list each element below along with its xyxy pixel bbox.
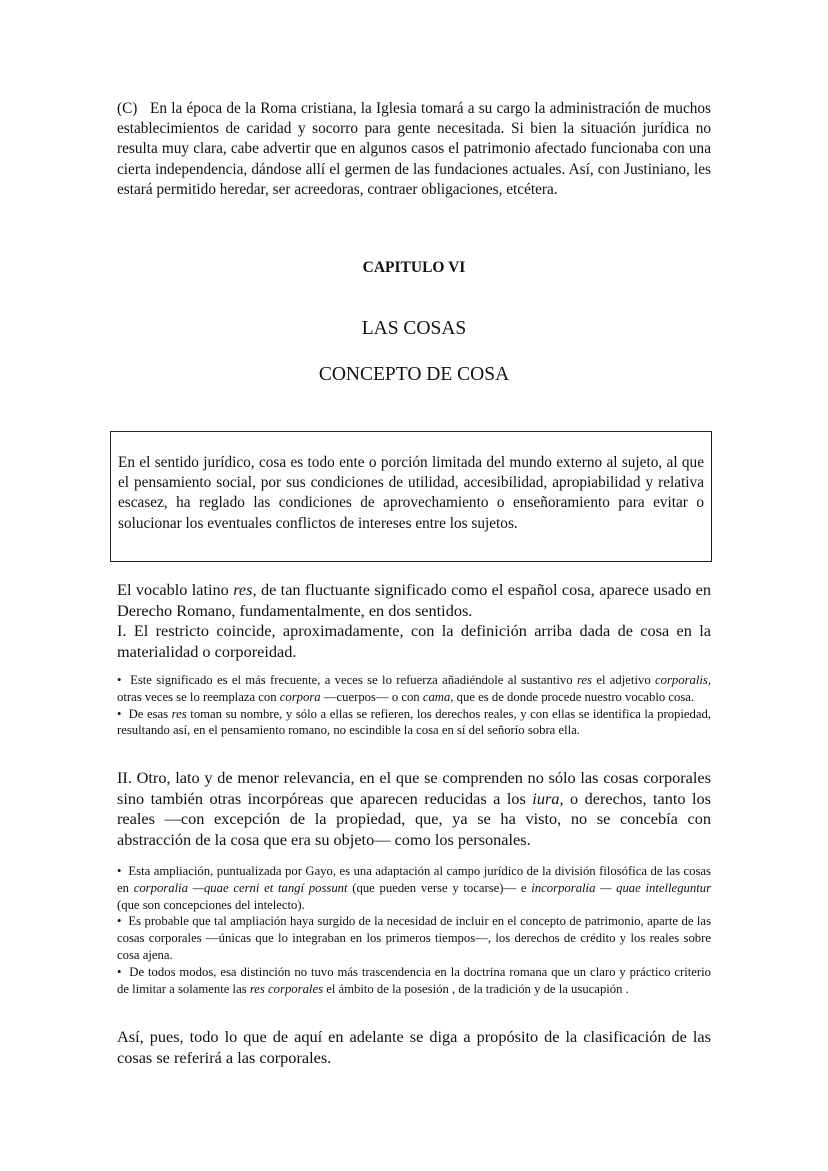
- note-text: toman su nombre, y sólo a ellas se refieren, los derechos reales, y con ellas se identifica la propiedad, resultando así, en el pensamiento romano, no escindible la cosa en sí del señorío sobra ella.: [117, 706, 712, 738]
- notes-one: [117, 672, 711, 739]
- vocablo-text-b: de tan fluctuante significado como el español cosa, aparece usado en Derecho Romano, fundamentalmente, en dos sentidos.: [117, 580, 711, 620]
- bullet-icon: •: [117, 914, 122, 929]
- note-text: —cuerpos— o con: [323, 689, 420, 704]
- sense-two-text-a: II. Otro, lato y de menor relevancia, en el que se comprenden no sólo las cosas corporales sino también otras incorpóreas que aparecen reducidas a los: [117, 768, 711, 808]
- note-text: otras veces se lo reemplaza con: [117, 689, 277, 704]
- chapter-label: CAPITULO VI: [362, 259, 466, 276]
- definition-box: [110, 431, 712, 562]
- bullet-icon: •: [117, 964, 122, 979]
- sense-two-text-b: o derechos, tanto los reales —con excepción de la propiedad, que, ya se ha visto, no se concebía con abstracción de la cosa que era su objeto— como los personales.: [117, 788, 711, 849]
- note-text: De esas: [128, 706, 169, 721]
- note-item: [117, 863, 711, 913]
- closing-paragraph: Así, pues, todo lo que de aquí en adelante se diga a propósito de la clasificación de las cosas se referirá a las corporales.: [117, 1027, 711, 1067]
- note-item: [117, 913, 711, 963]
- note-em: cama,: [422, 689, 454, 704]
- note-item: [117, 706, 711, 740]
- vocablo-res: res,: [233, 580, 257, 599]
- note-em: corporalis,: [655, 673, 712, 687]
- note-text: Esta ampliación, puntualizada por Gayo, es una adaptación al campo jurídico de la división filosófica de las cosas en: [117, 864, 711, 895]
- intro-paragraph: [117, 99, 711, 200]
- bullet-icon: •: [117, 706, 122, 721]
- bullet-icon: •: [117, 673, 122, 687]
- note-em: corpora: [279, 689, 321, 704]
- vocablo-text-a: El vocablo latino: [117, 580, 229, 599]
- bullet-icon: •: [117, 864, 122, 878]
- note-text: que es de donde procede nuestro vocablo cosa.: [456, 689, 695, 704]
- chapter-subtitle: CONCEPTO DE COSA: [318, 364, 510, 385]
- note-em: res: [171, 706, 187, 721]
- note-em: res: [576, 673, 592, 687]
- definition-text: En el sentido jurídico, cosa es todo ente o porción limitada del mundo externo al sujeto, al que el pensamiento social, por sus condiciones de utilidad, accesibilidad, apropiabilidad y relativa escasez, ha reglado las condiciones de aprovechamiento o enseñoramiento para evitar o solucionar los eventuales conflictos de intereses entre los sujetos.: [118, 454, 704, 532]
- intro-text: En la época de la Roma cristiana, la Iglesia tomará a su cargo la administración de muchos establecimientos de caridad y socorro para gente necesitada. Si bien la situación jurídica no resulta muy clara, cabe advertir que en algunos casos el patrimonio afectado funcionaba con una cierta independencia, dándose allí el germen de las fundaciones actuales. Así, con Justiniano, les estará permitido heredar, ser acreedoras, contraer obligaciones, etcétera.: [117, 100, 711, 198]
- note-text: el adjetivo: [596, 673, 651, 687]
- note-text: De todos modos, esa distinción no tuvo más trascendencia en la doctrina romana que un claro y práctico criterio de limitar a solamente las: [117, 964, 711, 996]
- note-em: res corporales: [249, 981, 324, 996]
- sense-one-text: I. El restricto coincide, aproximadamente, con la definición arriba dada de cosa en la materialidad o corporeidad.: [117, 621, 711, 661]
- note-item: [117, 672, 711, 706]
- note-text: el ámbito de la posesión , de la tradición y de la usucapión .: [326, 981, 629, 996]
- sense-two-iura: iura,: [532, 788, 564, 808]
- notes-two: [117, 863, 711, 997]
- note-text: (que pueden verse y tocarse)— e: [352, 880, 527, 895]
- vocablo-paragraph: [117, 580, 711, 662]
- note-item: [117, 964, 711, 998]
- chapter-title: LAS COSAS: [361, 318, 467, 339]
- note-em: corporalia —quae cerni et tangí possunt: [133, 880, 348, 895]
- note-text: Este significado es el más frecuente, a veces se lo refuerza añadiéndole al sustantivo: [130, 673, 573, 687]
- note-em: incorporalia — quae intelleguntur: [531, 880, 712, 895]
- intro-label: (C): [117, 100, 138, 117]
- note-text: Es probable que tal ampliación haya surgido de la necesidad de incluir en el concepto de patrimonio, aparte de las cosas corporales —únicas que lo integraban en los primeros tiempos—, los derechos de crédito y los reales sobre cosa ajena.: [117, 914, 712, 962]
- sense-two-paragraph: [117, 768, 711, 850]
- note-text: (que son concepciones del intelecto).: [117, 897, 305, 912]
